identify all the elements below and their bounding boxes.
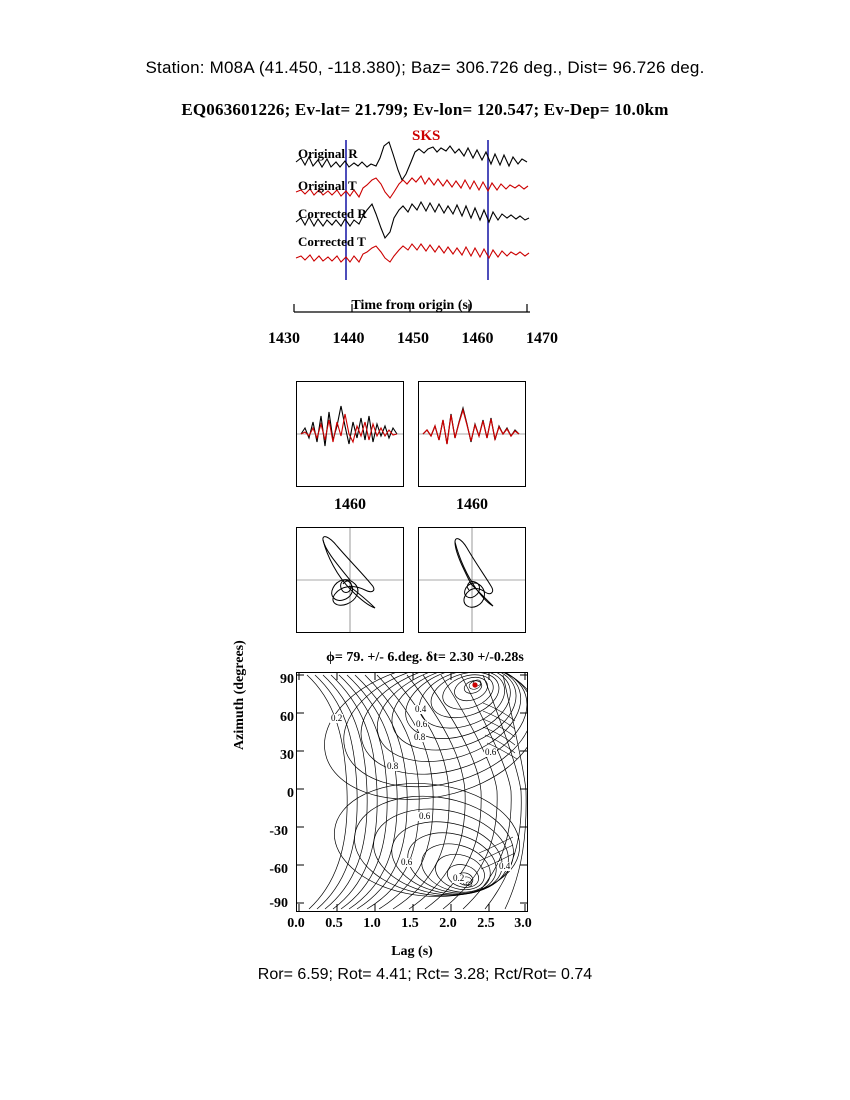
trace-label-original-t: Original T bbox=[298, 178, 357, 193]
sks-phase-label: SKS bbox=[412, 128, 441, 144]
contour-ytick: -30 bbox=[269, 824, 288, 839]
contour-label: 0.2 bbox=[331, 713, 343, 723]
contour-label: 0.8 bbox=[414, 732, 426, 742]
event-title: EQ063601226; Ev-lat= 21.799; Ev-lon= 120.547; Ev-Dep= 10.0km bbox=[181, 100, 669, 119]
trace-label-corrected-r: Corrected R bbox=[298, 206, 367, 221]
contour-xtick: 0.0 bbox=[287, 916, 305, 931]
error-surface-panel bbox=[296, 672, 528, 912]
windowed-waveform-before-traces bbox=[297, 382, 403, 486]
footer-stats: Ror= 6.59; Rot= 4.41; Rct= 3.28; Rct/Rot= 0.74 bbox=[257, 966, 593, 983]
contour-title: ϕ= 79. +/- 6.deg. δt= 2.30 +/-0.28s bbox=[326, 650, 524, 665]
windowed-waveform-after-panel bbox=[418, 381, 526, 487]
time-axis-label: Time from origin (s) bbox=[351, 298, 473, 313]
contour-ylabel: Azimuth (degrees) bbox=[232, 640, 247, 750]
contour-ytick: 60 bbox=[280, 710, 294, 725]
particle-motion-after-plot bbox=[419, 528, 525, 632]
time-tick: 1440 bbox=[332, 330, 365, 347]
contour-ytick: 90 bbox=[280, 672, 294, 687]
contour-label: 0.6 bbox=[401, 857, 413, 867]
best-fit-marker bbox=[472, 682, 477, 687]
contour-label: 0.6 bbox=[485, 747, 497, 757]
contour-xtick: 1.0 bbox=[363, 916, 381, 931]
windowed-waveform-after-traces bbox=[419, 382, 525, 486]
contour-xtick: 0.5 bbox=[325, 916, 343, 931]
contour-xtick: 2.5 bbox=[477, 916, 495, 931]
mini-panel-tick-right: 1460 bbox=[456, 496, 488, 513]
time-axis bbox=[288, 296, 536, 318]
mini-panel-tick-left: 1460 bbox=[334, 496, 366, 513]
particle-motion-after-panel bbox=[418, 527, 526, 633]
contour-xtick: 2.0 bbox=[439, 916, 457, 931]
time-tick: 1470 bbox=[526, 330, 558, 347]
contour-ytick: 30 bbox=[280, 748, 294, 763]
contour-xtick: 3.0 bbox=[514, 916, 532, 931]
error-surface-contours bbox=[297, 673, 527, 911]
contour-label: 0.4 bbox=[499, 861, 511, 871]
contour-label: 0.2 bbox=[453, 873, 465, 883]
contour-label: 0.8 bbox=[387, 761, 399, 771]
time-tick: 1460 bbox=[461, 330, 494, 347]
trace-label-corrected-t: Corrected T bbox=[298, 234, 366, 249]
contour-ytick: -60 bbox=[269, 862, 288, 877]
contour-label: 0.6 bbox=[416, 719, 428, 729]
station-title: Station: M08A (41.450, -118.380); Baz= 306.726 deg., Dist= 96.726 deg. bbox=[145, 58, 705, 77]
contour-xlabel: Lag (s) bbox=[391, 944, 433, 959]
contour-label: 0.4 bbox=[415, 704, 427, 714]
windowed-waveform-before-panel bbox=[296, 381, 404, 487]
contour-label: 0.6 bbox=[419, 811, 431, 821]
time-tick: 1450 bbox=[397, 330, 429, 347]
time-tick: 1430 bbox=[268, 330, 300, 347]
time-axis-ticks bbox=[268, 330, 558, 348]
particle-motion-before-panel bbox=[296, 527, 404, 633]
particle-motion-before-plot bbox=[297, 528, 403, 632]
contour-xtick: 1.5 bbox=[401, 916, 419, 931]
trace-label-original-r: Original R bbox=[298, 146, 358, 161]
contour-ytick: -90 bbox=[269, 896, 288, 911]
contour-ytick: 0 bbox=[287, 786, 294, 801]
